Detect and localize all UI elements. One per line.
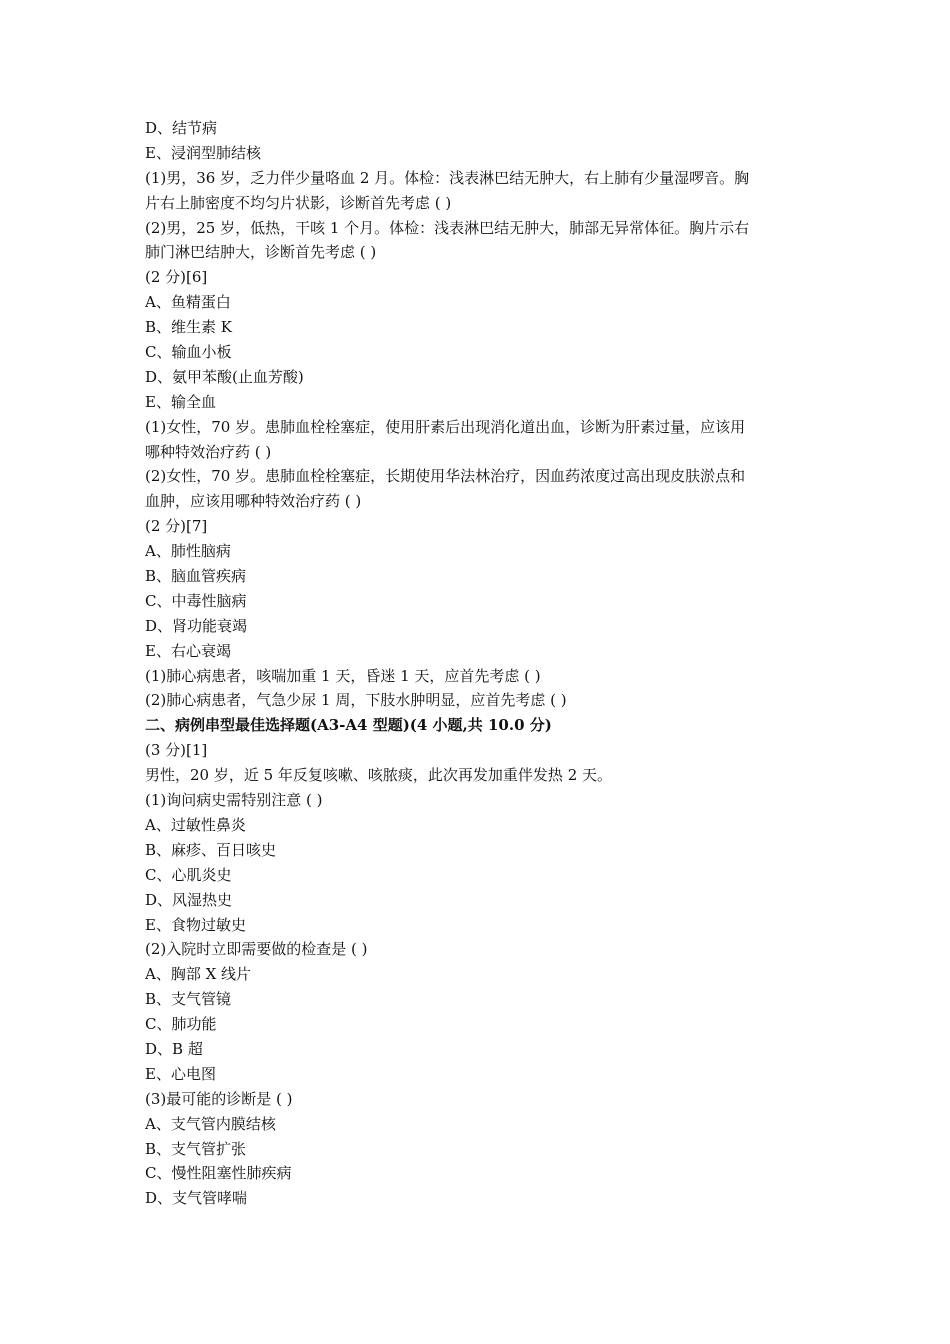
text-line: (2 分)[7] bbox=[145, 517, 208, 536]
text-line: A、胸部 X 线片 bbox=[145, 965, 252, 984]
text-line: B、脑血管疾病 bbox=[145, 567, 247, 586]
section-heading: 二、病例串型最佳选择题(A3-A4 型题)(4 小题,共 10.0 分) bbox=[145, 716, 552, 735]
text-line: A、肺性脑病 bbox=[145, 542, 231, 561]
text-line: (2)入院时立即需要做的检查是 ( ) bbox=[145, 940, 368, 959]
text-line: A、支气管内膜结核 bbox=[145, 1114, 276, 1133]
text-line: B、维生素 K bbox=[145, 318, 232, 337]
text-line: B、支气管扩张 bbox=[145, 1139, 247, 1158]
text-line: (2)肺心病患者，气急少尿 1 周，下肢水肿明显，应首先考虑 ( ) bbox=[145, 691, 567, 710]
text-line: D、B 超 bbox=[145, 1039, 203, 1058]
text-line: (3)最可能的诊断是 ( ) bbox=[145, 1089, 293, 1108]
text-line: (1)男，36 岁，乏力伴少量咯血 2 月。体检：浅表淋巴结无肿大，右上肺有少量湿啰音。胸 bbox=[145, 168, 750, 187]
text-line: E、心电图 bbox=[145, 1064, 216, 1083]
text-line: E、右心衰竭 bbox=[145, 641, 231, 660]
text-line: 片右上肺密度不均匀片状影，诊断首先考虑 ( ) bbox=[145, 193, 452, 212]
text-line: 血肿，应该用哪种特效治疗药 ( ) bbox=[145, 492, 362, 511]
text-line: (2)女性，70 岁。患肺血栓栓塞症，长期使用华法林治疗，因血药浓度过高出现皮肤淤点和 bbox=[145, 467, 746, 486]
document-page bbox=[145, 116, 810, 1211]
text-line: D、肾功能衰竭 bbox=[145, 616, 248, 635]
text-line: C、肺功能 bbox=[145, 1015, 217, 1034]
text-line: D、结节病 bbox=[145, 119, 218, 137]
text-line: (1)询问病史需特别注意 ( ) bbox=[145, 791, 323, 810]
text-line: 男性，20 岁，近 5 年反复咳嗽、咳脓痰，此次再发加重伴发热 2 天。 bbox=[145, 766, 613, 785]
text-line: A、鱼精蛋白 bbox=[145, 293, 231, 312]
text-line: (1)女性，70 岁。患肺血栓栓塞症，使用肝素后出现消化道出血，诊断为肝素过量，应该用 bbox=[145, 417, 746, 436]
text-line: (2)男，25 岁，低热，干咳 1 个月。体检：浅表淋巴结无肿大，肺部无异常体征。胸片示右 bbox=[145, 218, 750, 237]
text-line: D、支气管哮喘 bbox=[145, 1189, 248, 1208]
text-line: C、心肌炎史 bbox=[145, 865, 232, 884]
text-line: 肺门淋巴结肿大，诊断首先考虑 ( ) bbox=[145, 243, 377, 262]
text-line: (2 分)[6] bbox=[145, 268, 208, 287]
text-line: C、慢性阻塞性肺疾病 bbox=[145, 1164, 292, 1183]
text-line: A、过敏性鼻炎 bbox=[145, 815, 246, 834]
text-line: D、风湿热史 bbox=[145, 890, 233, 909]
text-line: E、浸润型肺结核 bbox=[145, 143, 261, 162]
text-line: C、输血小板 bbox=[145, 343, 232, 362]
text-line: D、氨甲苯酸(止血芳酸) bbox=[145, 367, 304, 386]
text-line: B、麻疹、百日咳史 bbox=[145, 840, 277, 859]
text-line: (1)肺心病患者，咳喘加重 1 天，昏迷 1 天，应首先考虑 ( ) bbox=[145, 666, 541, 685]
text-line: E、输全血 bbox=[145, 392, 216, 411]
text-line: E、食物过敏史 bbox=[145, 915, 246, 934]
text-line: 哪种特效治疗药 ( ) bbox=[145, 442, 272, 461]
text-line: B、支气管镜 bbox=[145, 990, 232, 1009]
text-line: (3 分)[1] bbox=[145, 741, 208, 760]
text-line: C、中毒性脑病 bbox=[145, 591, 247, 610]
